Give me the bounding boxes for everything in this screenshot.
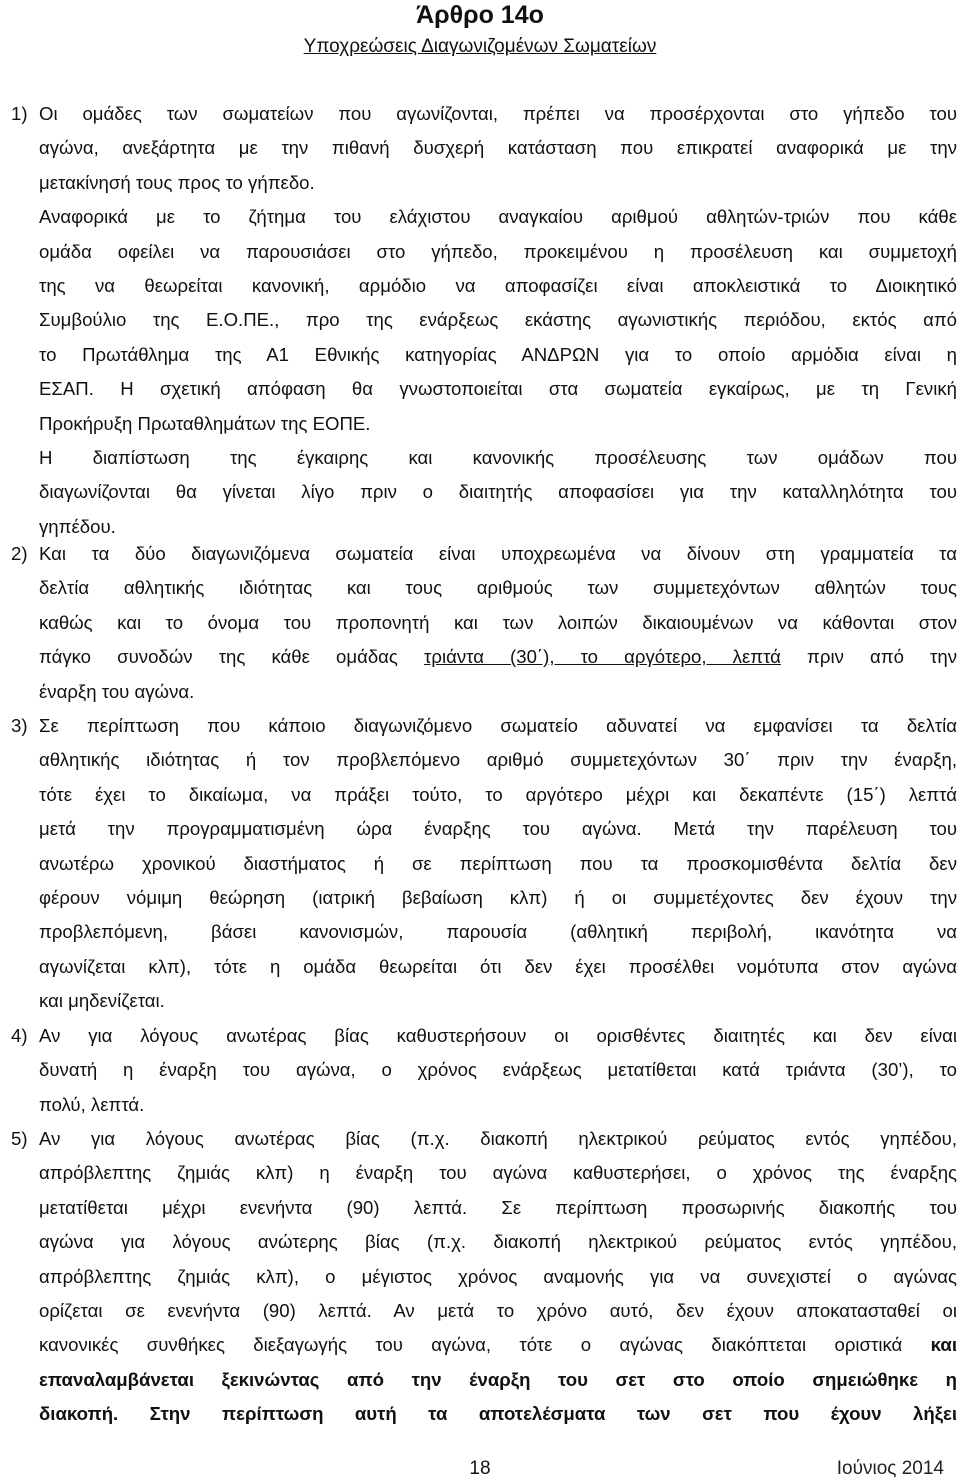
item-3-line: μετά την προγραμματισμένη ώρα έναρξης του αγώνα. Μετά την παρέλευση του bbox=[39, 818, 957, 840]
item-1-line: διαγωνίζονται θα γίνεται λίγο πριν ο διαιτητής αποφασίσει για την καταλληλότητα του bbox=[39, 481, 957, 503]
item-2-line4-pre: πάγκο συνοδών της κάθε ομάδας bbox=[39, 646, 425, 668]
item-5-line7-bold: και bbox=[930, 1334, 957, 1356]
article-title: Άρθρο 14ο bbox=[416, 1, 544, 29]
footer-date: Ιούνιος 2014 bbox=[836, 1458, 944, 1479]
item-4-line: Αν για λόγους ανωτέρας βίας καθυστερήσουν οι ορισθέντες διαιτητές και δεν είναι bbox=[39, 1025, 957, 1046]
item-1-line: Η διαπίστωση της έγκαιρης και κανονικής προσέλευσης των ομάδων που bbox=[39, 447, 957, 469]
item-1-number: 1) bbox=[11, 103, 28, 124]
item-1-line: αγώνα, ανεξάρτητα με την πιθανή δυσχερή κατάσταση που επικρατεί αναφορικά με την bbox=[39, 137, 957, 159]
item-3-line: Σε περίπτωση που κάποιο διαγωνιζόμενο σωματείο αδυνατεί να εμφανίσει τα δελτία bbox=[39, 715, 957, 736]
item-2-line: έναρξη του αγώνα. bbox=[39, 680, 195, 702]
item-4-line: πολύ, λεπτά. bbox=[39, 1093, 145, 1115]
item-5-bold-line: επαναλαμβάνεται ξεκινώντας από την έναρξη του σετ στο οποίο σημειώθηκε η bbox=[39, 1368, 957, 1390]
item-5-number: 5) bbox=[11, 1128, 28, 1149]
item-1-line: το Πρωτάθλημα της Α1 Εθνικής κατηγορίας ΑΝΔΡΩΝ για το οποίο αρμόδια είναι η bbox=[39, 343, 957, 365]
item-1-text bbox=[39, 97, 957, 544]
item-5-line: μετατίθεται μέχρι ενενήντα (90) λεπτά. Σε περίπτωση προσωρινής διακοπής του bbox=[39, 1196, 957, 1218]
item-5-line: απρόβλεπτης ζημιάς κλπ) η έναρξη του αγώνα καθυστερήσει, ο χρόνος της έναρξης bbox=[39, 1162, 957, 1184]
item-1-line: ομάδα οφείλει να παρουσιάσει στο γήπεδο, προκειμένου η προσέλευση και συμμετοχή bbox=[39, 240, 957, 262]
item-2-line bbox=[39, 640, 957, 674]
item-1-line: μετακίνησή τους προς το γήπεδο. bbox=[39, 171, 315, 193]
item-1-line: γηπέδου. bbox=[39, 515, 116, 537]
item-3-line: αγωνίζεται κλπ), τότε η ομάδα θεωρείται ότι δεν έχει προσέλθει νομότυπα στον αγώνα bbox=[39, 955, 957, 977]
item-2-line: καθώς και το όνομα του προπονητή και των λοιπών δικαιουμένων να κάθονται στον bbox=[39, 611, 957, 633]
item-2-deadline-underlined: τριάντα (30΄), το αργότερο, λεπτά bbox=[424, 646, 781, 668]
item-4-number: 4) bbox=[11, 1025, 28, 1046]
page-number: 18 bbox=[469, 1458, 491, 1479]
item-5-line: απρόβλεπτης ζημιάς κλπ), ο μέγιστος χρόνος αναμονής για να συνεχιστεί ο αγώνας bbox=[39, 1265, 957, 1287]
item-2-line4-post: πριν από την bbox=[780, 646, 958, 668]
item-1-line: Αναφορικά με το ζήτημα του ελάχιστου αναγκαίου αριθμού αθλητών-τριών που κάθε bbox=[39, 206, 957, 228]
item-2-line: δελτία αθλητικής ιδιότητας και τους αριθμούς των συμμετεχόντων αθλητών τους bbox=[39, 577, 957, 599]
item-3-line: ανωτέρω χρονικού διαστήματος ή σε περίπτωση που τα προσκομισθέντα δελτία δεν bbox=[39, 852, 957, 874]
item-5-bold-line: διακοπή. Στην περίπτωση αυτή τα αποτελέσματα των σετ που έχουν λήξει bbox=[39, 1403, 957, 1425]
item-5-line: Αν για λόγους ανωτέρας βίας (π.χ. διακοπή ηλεκτρικού ρεύματος εντός γηπέδου, bbox=[39, 1128, 957, 1149]
item-5-line7-pre: κανονικές συνθήκες διεξαγωγής του αγώνα, τότε ο αγώνας διακόπτεται οριστικά bbox=[39, 1334, 931, 1356]
item-3-line: τότε έχει το δικαίωμα, να πράξει τούτο, το αργότερο μέχρι και δεκαπέντε (15΄) λεπτά bbox=[39, 783, 957, 805]
item-5-line: αγώνα για λόγους ανώτερης βίας (π.χ. διακοπή ηλεκτρικού ρεύματος εντός γηπέδου, bbox=[39, 1231, 957, 1253]
item-3-line: και μηδενίζεται. bbox=[39, 990, 165, 1012]
item-4-text bbox=[39, 1019, 957, 1122]
item-5-line: ορίζεται σε ενενήντα (90) λεπτά. Αν μετά το χρόνο αυτό, δεν έχουν αποκατασταθεί οι bbox=[39, 1300, 957, 1322]
item-3-line: προβλεπόμενη, βάσει κανονισμών, παρουσία (αθλητική περιβολή, ικανότητα να bbox=[39, 921, 957, 943]
item-1-line: Οι ομάδες των σωματείων που αγωνίζονται, πρέπει να προσέρχονται στο γήπεδο του bbox=[39, 103, 957, 124]
item-4-line: δυνατή η έναρξη του αγώνα, ο χρόνος ενάρξεως μετατίθεται κατά τριάντα (30’), το bbox=[39, 1059, 957, 1081]
item-1-line: ΕΣΑΠ. Η σχετική απόφαση θα γνωστοποιείται στα σωματεία εγκαίρως, με τη Γενική bbox=[39, 378, 957, 400]
item-5-line bbox=[39, 1328, 957, 1362]
item-5-text bbox=[39, 1122, 957, 1432]
item-1-line: της να θεωρείται κανονική, αρμόδιο να αποφασίζει είναι αποκλειστικά το Διοικητικό bbox=[39, 275, 957, 297]
item-3-number: 3) bbox=[11, 715, 28, 736]
item-1-line: Προκήρυξη Πρωταθλημάτων της ΕΟΠΕ. bbox=[39, 412, 371, 434]
item-2-number: 2) bbox=[11, 543, 28, 564]
article-subtitle: Υποχρεώσεις Διαγωνιζομένων Σωματείων bbox=[303, 36, 657, 57]
item-2-text bbox=[39, 537, 957, 709]
item-3-text bbox=[39, 709, 957, 1019]
item-3-line: φέρουν νόμιμη θεώρηση (ιατρική βεβαίωση κλπ) ή οι συμμετέχοντες δεν έχουν την bbox=[39, 887, 957, 909]
item-3-line: αθλητικής ιδιότητας ή τον προβλεπόμενο αριθμό συμμετεχόντων 30΄ πριν την έναρξη, bbox=[39, 749, 957, 771]
item-2-line: Και τα δύο διαγωνιζόμενα σωματεία είναι υποχρεωμένα να δίνουν στη γραμματεία τα bbox=[39, 543, 957, 564]
item-1-line: Συμβούλιο της Ε.Ο.ΠΕ., προ της ενάρξεως εκάστης αγωνιστικής περιόδου, εκτός από bbox=[39, 309, 957, 331]
